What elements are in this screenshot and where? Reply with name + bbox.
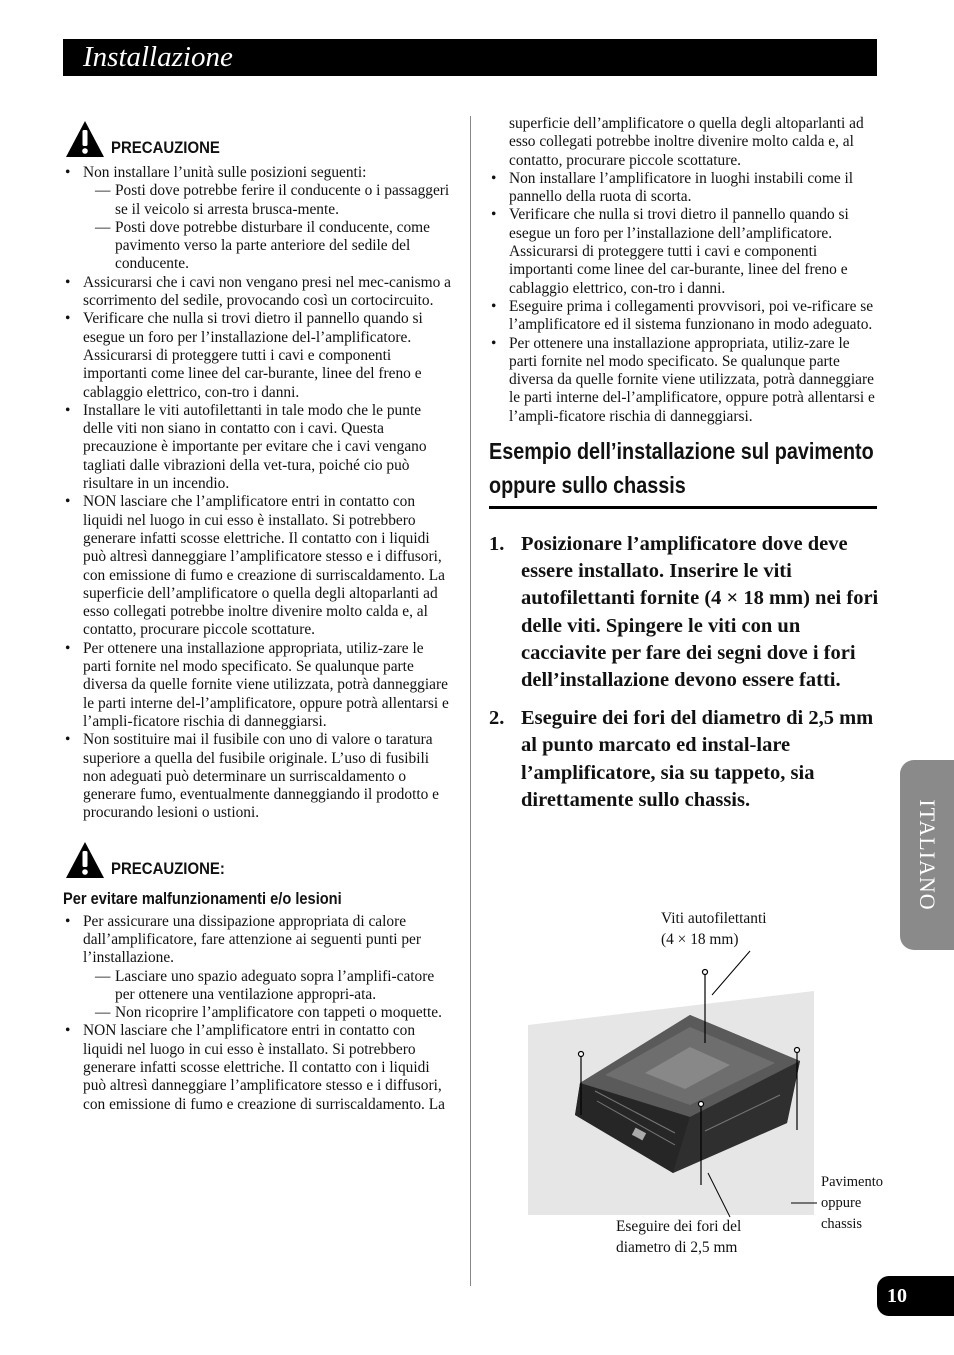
caution-list-1 <box>63 164 453 823</box>
page-title: Installazione <box>83 41 233 73</box>
list-item: • Installare le viti autofilettanti in tale modo che le punte delle viti non siano in contatto con i cavi. Questa precauzione è importante per evitare che i cavi vengano tagliati dalle vibrazioni della vet-tura, poiché cio può risultare in un incendio. <box>63 402 453 493</box>
step-text: Posizionare l’amplificatore dove deve essere installato. Inserire le viti autofilettanti fornite (4 × 18 mm) nei fori delle viti. Spingere le viti con un cacciavite per fare dei segni dove i fori dell’installazione devono essere fatti. <box>521 533 879 692</box>
sub-list-item: — Non ricoprire l’amplificatore con tappeti o moquette. <box>83 1004 453 1022</box>
label-screws: Viti autofilettanti (4 × 18 mm) <box>661 910 767 948</box>
right-column <box>489 115 879 825</box>
section-rule <box>489 506 877 509</box>
caution-heading-2 <box>63 841 453 881</box>
list-item: • NON lasciare che l’amplificatore entri in contatto con liquidi nel luogo in cui esso è installato. Si potrebbero generare infatti scosse elettriche. Il contatto con i liquidi può altresì danneggiare l’amplificatore stesso e i diffusori, con emissione di fumo e creazione di surriscaldamento. La <box>63 1022 453 1113</box>
caution-list-2 <box>63 913 453 1114</box>
language-tab <box>900 760 954 950</box>
sub-list <box>83 968 453 1023</box>
section-heading: Esempio dell’installazione sul pavimento oppure sullo chassis <box>489 438 874 499</box>
label-holes: Eseguire dei fori del diametro di 2,5 mm <box>616 1218 742 1256</box>
list-item: • Assicurarsi che i cavi non vengano presi nel mec-canismo a scorrimento del sedile, provocando così un cortocircuito. <box>63 274 453 311</box>
sub-list-item: — Posti dove potrebbe ferire il conducente o i passaggeri se il veicolo si arresta brusca-mente. <box>83 182 453 219</box>
list-item: • Per assicurare una dissipazione appropriata di calore dall’amplificatore, fare attenzione ai seguenti punti per l’installazione. — Lasciare uno spazio adeguato sopra l’amplifi-catore per ottenere una ventilazione appropri-ata. — Non ricoprire l’amplificatore con tappeti o moquette. <box>63 913 453 1023</box>
list-item: • Verificare che nulla si trovi dietro il pannello quando si esegue un foro per l’installazione dell’amplificatore. Assicurarsi di proteggere tutti i cavi e componenti importanti come linee del car-burante, linee del freno e cablaggio elettrico, con-tro i danni. <box>489 206 879 297</box>
continued-text: superficie dell’amplificatore o quella degli altoparlanti ad esso collegati potrebbe inoltre divenire molto calda e, al contatto, procurare piccole scottature. <box>509 115 864 169</box>
caution-subheading: Per evitare malfunzionamenti e/o lesioni <box>63 888 342 908</box>
list-item: • Verificare che nulla si trovi dietro il pannello quando si esegue un foro per l’installazione del-l’amplificatore. Assicurarsi di proteggere tutti i cavi e componenti importanti come linee del car-burante, linee del freno e cablaggio elettrico, con-tro i danni. <box>63 310 453 401</box>
caution-heading-1 <box>63 120 453 160</box>
step-item <box>489 705 879 814</box>
warning-icon <box>65 120 105 158</box>
continued-list <box>489 115 879 170</box>
installation-figure <box>525 905 905 1265</box>
language-tab-label: ITALIANO <box>915 799 940 911</box>
page-number: 10 <box>887 1285 907 1307</box>
steps-list <box>489 531 879 814</box>
caution-label: PRECAUZIONE <box>111 138 220 157</box>
list-item: • Non installare l’amplificatore in luoghi instabili come il pannello della ruota di scorta. <box>489 170 879 207</box>
sub-list-item: — Posti dove potrebbe disturbare il conducente, come pavimento verso la parte anteriore del sedile del conducente. <box>83 219 453 274</box>
page-number-badge <box>877 1276 954 1316</box>
list-item: • Per ottenere una installazione appropriata, utiliz-zare le parti fornite nel modo specificato. Se qualunque parte diversa da quelle fornite viene utilizzata, potrà danneggiare le parti interne del-l’amplificatore, oppure potrà allentarsi e l’ampli-ficatore rischia di danneggiarsi. <box>63 640 453 731</box>
list-item: • NON lasciare che l’amplificatore entri in contatto con liquidi nel luogo in cui esso è installato. Si potrebbero generare infatti scosse elettriche. Il contatto con i liquidi può altresì danneggiare l’amplificatore stesso e i diffusori, con emissione di fumo e creazione di surriscaldamento. La superficie dell’amplificatore o quella degli altoparlanti ad esso collegati potrebbe inoltre divenire molto calda e, al contatto, procurare piccole scottature. <box>63 493 453 639</box>
left-column <box>63 120 453 1114</box>
sub-list <box>83 182 453 273</box>
column-divider <box>470 116 471 1286</box>
list-item: • Non sostituire mai il fusibile con uno di valore o taratura superiore a quella del fusibile originale. L’uso di fusibili non adeguati può determinare un surriscaldamento o generare fumo, eventualmente danneggiando il prodotto e procurando lesioni o ustioni. <box>63 731 453 822</box>
step-number: 2. <box>489 707 505 730</box>
step-text: Eseguire dei fori del diametro di 2,5 mm al punto marcato ed instal-lare l’amplificatore, sia su tappeto, sia direttamente sullo chassis. <box>521 707 874 811</box>
list-item: • Non installare l’unità sulle posizioni seguenti: — Posti dove potrebbe ferire il conducente o i passaggeri se il veicolo si arresta brusca-mente. — Posti dove potrebbe disturbare il conducente, come pavimento verso la parte anteriore del sedile del conducente. <box>63 164 453 274</box>
page-header-bar <box>63 39 877 76</box>
sub-list-item: — Lasciare uno spazio adeguato sopra l’amplifi-catore per ottenere una ventilazione appropri-ata. <box>83 968 453 1005</box>
list-item: • Eseguire prima i collegamenti provvisori, poi ve-rificare se l’amplificatore ed il sistema funzionano in modo adeguato. <box>489 298 879 335</box>
step-number: 1. <box>489 533 505 556</box>
label-floor: Pavimento oppure chassis <box>821 1174 884 1232</box>
list-item: • Per ottenere una installazione appropriata, utiliz-zare le parti fornite nel modo specificato. Se qualunque parte diversa da quelle fornite viene utilizzata, potrà danneggiare le parti interne del-l’amplificatore, oppure potrà allentarsi e l’ampli-ficatore rischia di danneggiarsi. <box>489 335 879 426</box>
caution-list-3 <box>489 170 879 426</box>
warning-icon <box>65 841 105 879</box>
step-item <box>489 531 879 694</box>
caution-label: PRECAUZIONE: <box>111 858 225 878</box>
